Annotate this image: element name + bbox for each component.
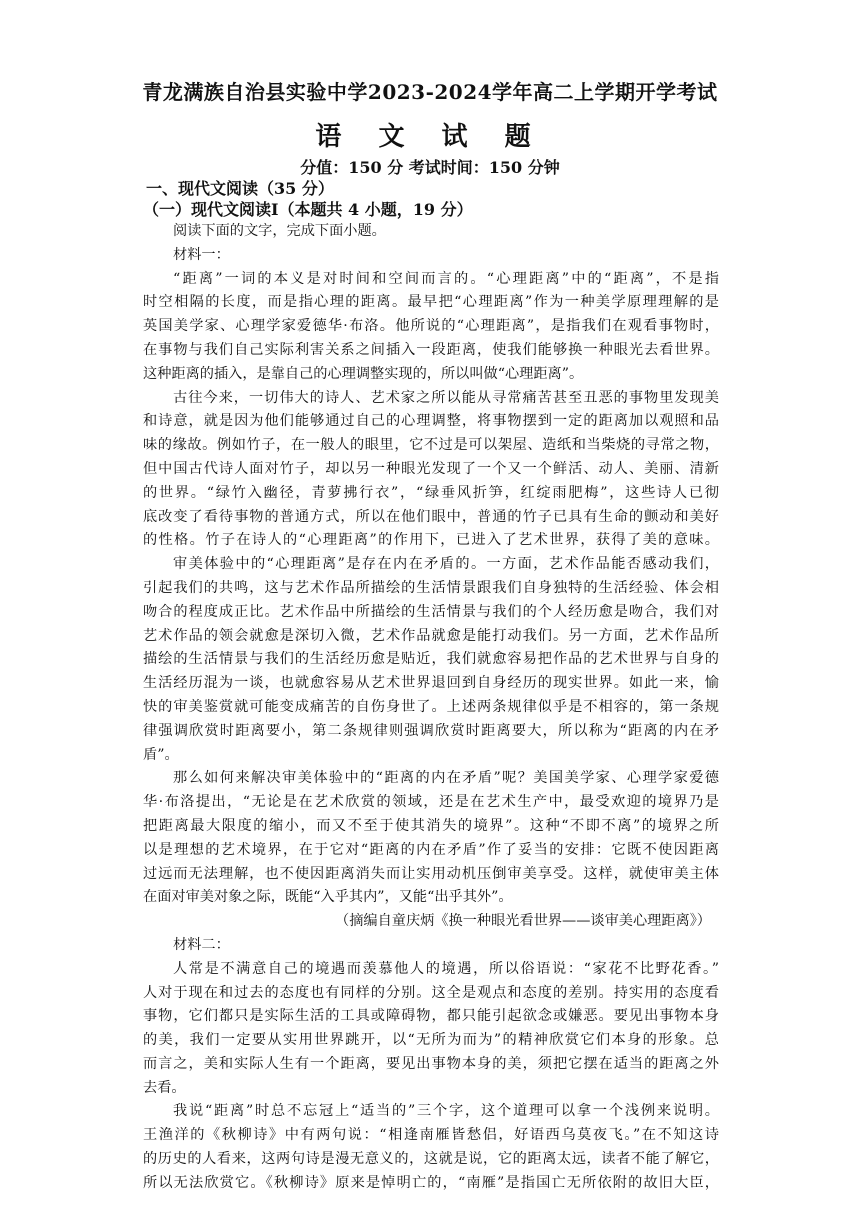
section-heading-modern-reading: 一、现代文阅读（35 分） (146, 179, 334, 198)
text-line: 去看。 (143, 1079, 186, 1096)
text-line: 所以无法欣赏它。《秋柳诗》原来是悼明亡的，“南雁”是指国亡无所依附的故旧大臣， (143, 1174, 719, 1191)
text-line: 时空相隔的长度，而是指心理的距离。最早把“心理距离”作为一种美学原理理解的是 (143, 294, 719, 311)
instruction-line: 阅读下面的文字，完成下面小题。 (173, 223, 386, 239)
text-line: 的历史的人看来，这两句诗是漫无意义的，这就是说，它的距离太远，读者不能了解它， (143, 1151, 719, 1168)
score-time-info: 分值：150 分 考试时间：150 分钟 (300, 158, 560, 177)
text-line: 在面对审美对象之际，既能“入乎其内”，又能“出乎其外”。 (143, 889, 513, 906)
text-line: 底改变了看待事物的普通方式，所以在他们眼中，普通的竹子已具有生命的颤动和美好 (143, 508, 719, 525)
text-line: 英国美学家、心理学家爱德华·布洛。他所说的“心理距离”，是指我们在观看事物时， (143, 318, 719, 335)
exam-content (143, 178, 719, 1196)
text-line: 的世界。“绿竹入幽径，青萝拂行衣”，“绿垂风折笋，红绽雨肥梅”，这些诗人已彻 (143, 484, 719, 501)
text-line: 那么如何来解决审美体验中的“距离的内在矛盾”呢？美国美学家、心理学家爱德 (173, 770, 719, 787)
exam-title: 青龙满族自治县实验中学2023-2024学年高二上学期开学考试 (142, 80, 718, 104)
source-citation: （摘编自童庆炳《换一种眼光看世界——谈审美心理距离》） (335, 913, 711, 930)
text-line: 描绘的生活情景与我们的生活经历愈是贴近，我们就愈容易把作品的艺术世界与自身的 (143, 651, 719, 668)
text-line: 王渔洋的《秋柳诗》中有两句说：“相逢南雁皆愁侣，好语西乌莫夜飞。”在不知这诗 (143, 1127, 719, 1144)
text-line: 我说“距离”时总不忘冠上“适当的”三个字，这个道理可以拿一个浅例来说明。 (173, 1103, 719, 1120)
text-line: 过远而无法理解，也不使因距离消失而让实用动机压倒审美享受。这样，就使审美主体 (143, 865, 719, 882)
text-line: 艺术作品的领会就愈是深切入微，艺术作品就愈是能打动我们。另一方面，艺术作品所 (143, 627, 719, 644)
text-line: 人对于现在和过去的态度也有同样的分别。这全是观点和态度的差别。持实用的态度看 (143, 984, 719, 1001)
text-line: 古往今来，一切伟大的诗人、艺术家之所以能从寻常痛苦甚至丑恶的事物里发现美 (173, 389, 719, 406)
text-line: 而言之，美和实际人生有一个距离，要见出事物本身的美，须把它摆在适当的距离之外 (143, 1055, 719, 1072)
text-line: 审美体验中的“心理距离”是存在内在矛盾的。一方面，艺术作品能否感动我们， (173, 556, 719, 573)
material-label: 材料一： (173, 246, 230, 263)
text-line: 的美，我们一定要从实用世界跳开，以“无所为而为”的精神欣赏它们本身的形象。总 (143, 1032, 719, 1049)
text-line: 但中国古代诗人面对竹子，却以另一种眼光发现了一个又一个鲜活、动人、美丽、清新 (143, 460, 719, 477)
text-line: 快的审美鉴赏就可能变成痛苦的自伤身世了。上述两条规律似乎是不相容的，第一条规 (143, 698, 719, 715)
text-line: “距离”一词的本义是对时间和空间而言的。“心理距离”中的“距离”，不是指 (173, 270, 719, 287)
text-line: 在事物与我们自己实际利害关系之间插入一段距离，使我们能够换一种眼光去看世界。 (143, 341, 719, 358)
text-line: 把距离最大限度的缩小，而又不至于使其消失的境界”。这种“不即不离”的境界之所 (143, 817, 719, 834)
text-line: 味的缘故。例如竹子，在一般人的眼里，它不过是可以架屋、造纸和当柴烧的寻常之物， (143, 437, 719, 454)
text-line: 事物，它们都只是实际生活的工具或障碍物，都只能引起欲念或嫌恶。要见出事物本身 (143, 1008, 719, 1025)
text-line: 人常是不满意自己的境遇而羡慕他人的境遇，所以俗语说：“家花不比野花香。” (173, 960, 719, 977)
text-line: 吻合的程度成正比。艺术作品中所描绘的生活情景与我们的个人经历愈是吻合，我们对 (143, 603, 719, 620)
text-line: 的性格。竹子在诗人的“心理距离”的作用下，已进入了艺术世界，获得了美的意味。 (143, 532, 719, 549)
text-line: 以是理想的艺术境界，在于它对“距离的内在矛盾”作了妥当的安排：它既不使因距离 (143, 841, 719, 858)
text-line: 引起我们的共鸣，这与艺术作品所描绘的生活情景跟我们自身独特的生活经验、体会相 (143, 579, 719, 596)
text-line: 律强调欣赏时距离要小，第二条规律则强调欣赏时距离要大，所以称为“距离的内在矛 (143, 722, 719, 739)
text-line: 和诗意，就是因为他们能够通过自己的心理调整，将事物摆到一定的距离加以观照和品 (143, 413, 719, 430)
text-line: 华·布洛提出，“无论是在艺术欣赏的领域，还是在艺术生产中，最受欢迎的境界乃是 (143, 794, 719, 811)
subject-title: 语 文 试 题 (315, 122, 545, 152)
text-line: 生活经历混为一谈，也就愈容易从艺术世界退回到自身经历的现实世界。如此一来，愉 (143, 675, 719, 692)
material-label: 材料二： (173, 936, 230, 953)
subsection-heading-reading-1: （一）现代文阅读Ⅰ（本题共 4 小题，19 分） (143, 200, 473, 219)
text-line: 这种距离的插入，是靠自己的心理调整实现的，所以叫做“心理距离”。 (143, 365, 584, 382)
text-line: 盾”。 (143, 746, 179, 763)
